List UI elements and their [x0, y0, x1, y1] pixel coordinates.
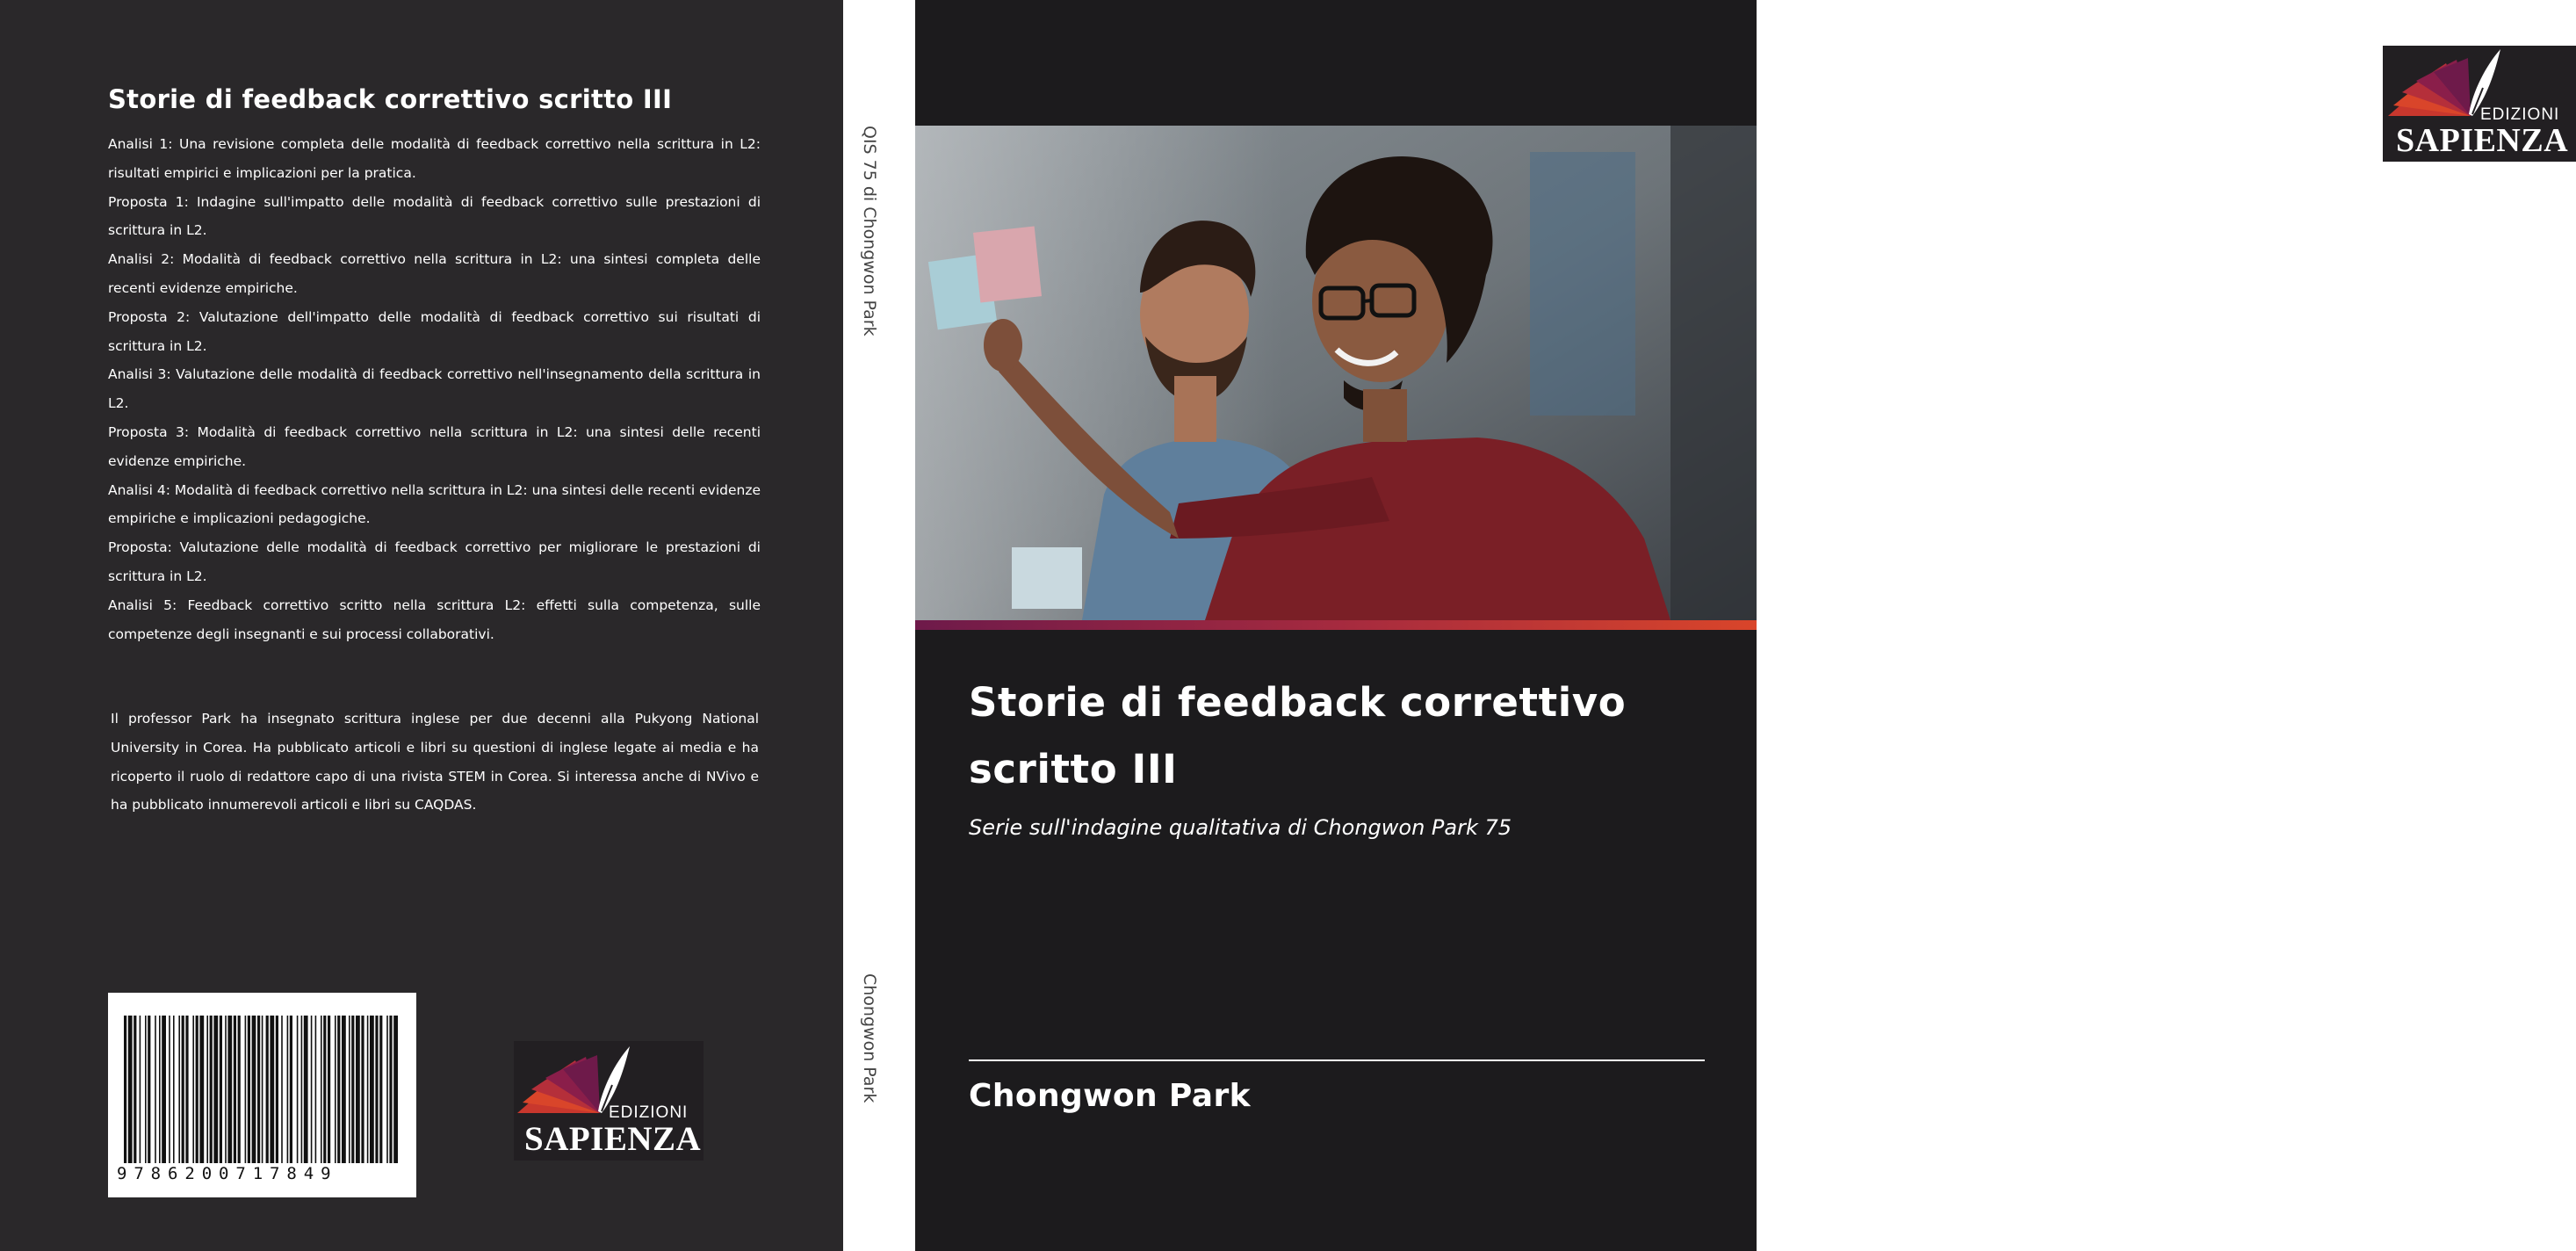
publisher-imprint: EDIZIONI: [2480, 105, 2560, 124]
barcode-bar: [276, 1016, 278, 1163]
contents-entry: Proposta 3: Modalità di feedback correttivo nella scrittura in L2: una sintesi delle recenti evidenze empiriche.: [108, 423, 761, 469]
publisher-name: SAPIENZA: [2396, 122, 2569, 159]
barcode-bar: [266, 1016, 269, 1163]
barcode-bar: [199, 1016, 204, 1163]
publisher-imprint: EDIZIONI: [609, 1103, 689, 1122]
barcode-bar: [128, 1016, 133, 1163]
barcode-bar: [262, 1016, 263, 1163]
barcode-bar: [162, 1016, 166, 1163]
barcode-bar: [159, 1016, 161, 1163]
cover-photo-illustration: [915, 126, 1757, 620]
author-divider: [969, 1059, 1705, 1061]
publisher-name: SAPIENZA: [524, 1120, 702, 1158]
back-cover: [0, 0, 843, 1251]
publisher-logo: [2383, 46, 2576, 162]
barcode-bar: [301, 1016, 303, 1163]
barcode-bar: [192, 1016, 194, 1163]
contents-entry: Analisi 4: Modalità di feedback correttivo nella scrittura in L2: una sintesi delle recenti evidenze empiriche e implicazioni pedagogiche.: [108, 481, 761, 527]
barcode-bar: [206, 1016, 208, 1163]
barcode-bar: [323, 1016, 326, 1163]
contents-entry: Analisi 5: Feedback correttivo scritto nella scrittura L2: effetti sulla competenza, sulle competenze degli insegnanti e sui processi collaborativi.: [108, 597, 761, 642]
cover-photo: [915, 126, 1757, 620]
barcode-bar: [173, 1016, 175, 1163]
barcode-bar: [351, 1016, 354, 1163]
barcode-bar: [169, 1016, 170, 1163]
contents-entry: Analisi 1: Una revisione completa delle modalità di feedback correttivo nella scrittura in L2: risultati empirici e implicazioni per la pratica.: [108, 136, 761, 181]
barcode-bar: [248, 1016, 250, 1163]
barcode-bar: [210, 1016, 213, 1163]
contents-entry: Proposta: Valutazione delle modalità di feedback correttivo per migliorare le prestazioni di scrittura in L2.: [108, 539, 761, 584]
contents-entry: Analisi 2: Modalità di feedback correttivo nella scrittura in L2: una sintesi completa delle recenti evidenze empiriche.: [108, 251, 761, 296]
barcode-bar: [361, 1016, 364, 1163]
barcode-bar: [155, 1016, 156, 1163]
contents-entry: Proposta 1: Indagine sull'impatto delle modalità di feedback correttivo sulle prestazioni di scrittura in L2.: [108, 193, 761, 239]
barcode-bar: [335, 1016, 336, 1163]
barcode: [108, 993, 416, 1197]
barcode-bar: [297, 1016, 299, 1163]
barcode-bar: [182, 1016, 184, 1163]
front-cover-author: Chongwon Park: [969, 1078, 1251, 1114]
barcode-bar: [213, 1016, 218, 1163]
barcode-bar: [328, 1016, 330, 1163]
barcode-bar: [124, 1016, 126, 1163]
contents-entry: Analisi 3: Valutazione delle modalità di feedback correttivo nell'insegnamento della scrittura in L2.: [108, 366, 761, 412]
barcode-bar: [227, 1016, 232, 1163]
barcode-bar: [234, 1016, 236, 1163]
barcode-bar: [140, 1016, 141, 1163]
back-cover-contents-list: [108, 130, 761, 648]
barcode-bar: [245, 1016, 247, 1163]
barcode-icon: [124, 1016, 400, 1163]
barcode-bar: [238, 1016, 241, 1163]
barcode-bar: [311, 1016, 313, 1163]
barcode-bar: [315, 1016, 317, 1163]
back-cover-title: Storie di feedback correttivo scritto III: [108, 84, 673, 114]
barcode-bar: [337, 1016, 340, 1163]
front-cover-subtitle: Serie sull'indagine qualitativa di Chongwon Park 75: [969, 815, 1512, 840]
barcode-bar: [145, 1016, 147, 1163]
barcode-bar: [178, 1016, 180, 1163]
barcode-bar: [252, 1016, 256, 1163]
spine-author: Chongwon Park: [860, 973, 879, 1103]
front-cover: [915, 0, 2569, 1251]
barcode-bar: [133, 1016, 136, 1163]
publisher-logo: [514, 1041, 704, 1161]
barcode-bar: [304, 1016, 308, 1163]
cover-color-stripe: [915, 620, 1757, 630]
barcode-bar: [287, 1016, 289, 1163]
barcode-bar: [225, 1016, 227, 1163]
barcode-bar: [220, 1016, 222, 1163]
barcode-bar: [196, 1016, 198, 1163]
barcode-bar: [342, 1016, 346, 1163]
barcode-bar: [321, 1016, 322, 1163]
barcode-bar: [375, 1016, 378, 1163]
barcode-bar: [370, 1016, 374, 1163]
barcode-bar: [270, 1016, 274, 1163]
book-spine: [843, 0, 915, 1251]
contents-entry: Proposta 2: Valutazione dell'impatto delle modalità di feedback correttivo sui risultati di scrittura in L2.: [108, 308, 761, 354]
barcode-bar: [185, 1016, 188, 1163]
barcode-bar: [349, 1016, 350, 1163]
author-bio: [111, 705, 759, 820]
barcode-bar: [290, 1016, 292, 1163]
front-cover-title: Storie di feedback correttivo scritto III: [969, 679, 1627, 792]
isbn-number: 9786200717849: [117, 1164, 338, 1183]
barcode-bar: [257, 1016, 260, 1163]
spine-series: QIS 75 di Chongwon Park: [860, 126, 879, 336]
author-bio-text: Il professor Park ha insegnato scrittura inglese per due decenni alla Pukyong National University in Corea. Ha pubblicato articoli e libri su questioni di inglese legate ai media e ha ricoperto il ruolo di redattore capo di una rivista STEM in Corea. Si interessa anche di NVivo e ha pubblicato innumerevoli articoli e libri su CAQDAS.: [111, 711, 759, 814]
barcode-bar: [379, 1016, 382, 1163]
barcode-bar: [148, 1016, 150, 1163]
barcode-bar: [386, 1016, 388, 1163]
barcode-bar: [356, 1016, 360, 1163]
barcode-bar: [393, 1016, 398, 1163]
barcode-bar: [281, 1016, 283, 1163]
barcode-bar: [389, 1016, 392, 1163]
barcode-bar: [367, 1016, 369, 1163]
